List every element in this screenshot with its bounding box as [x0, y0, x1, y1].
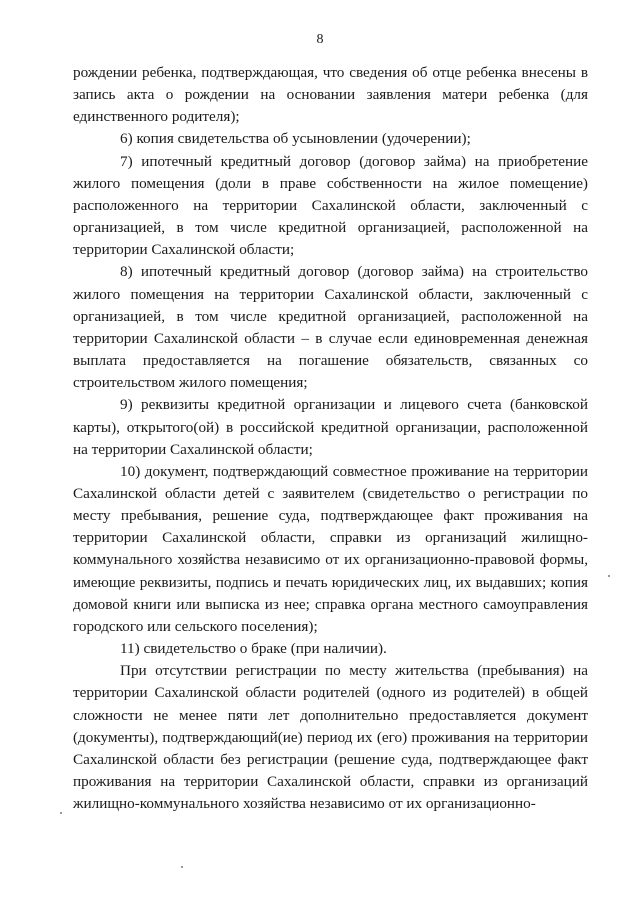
scan-speck — [608, 575, 610, 577]
paragraph-item-11: 11) свидетельство о браке (при наличии). — [120, 640, 387, 658]
document-body — [73, 62, 588, 815]
paragraph-item-7: 7) ипотечный кредитный договор (договор займа) на приобретение жилого помещения (доли в праве собственности на жилое помещение) расположенного на территории Сахалинской области, заключенный с организацией, в том числе кредитной организацией, расположенной на территории Сахалинской области; — [73, 152, 588, 259]
paragraph-continuation: рождении ребенка, подтверждающая, что сведения об отце ребенка внесены в запись акта о рождении на основании заявления матери ребенка (для единственного родителя); — [73, 64, 588, 126]
paragraph-item-6: 6) копия свидетельства об усыновлении (удочерении); — [120, 130, 471, 148]
paragraph-registration-note: При отсутствии регистрации по месту жительства (пребывания) на территории Сахалинской области родителей (одного из родителей) в общей сложности не менее пяти лет дополнительно предоставляется документ (документы), подтверждающий(ие) период их (его) проживания на территории Сахалинской области без регистрации (решение суда, подтверждающее факт проживания на территории Сахалинской области, справки из организаций жилищно-коммунального хозяйства независимо от их организационно- — [73, 662, 588, 813]
scan-speck — [60, 812, 62, 814]
page-number: 8 — [316, 32, 324, 47]
paragraph-item-9: 9) реквизиты кредитной организации и лицевого счета (банковской карты), открытого(ой) в российской кредитной организации, расположенной на территории Сахалинской области; — [73, 396, 588, 458]
paragraph-item-10: 10) документ, подтверждающий совместное проживание на территории Сахалинской области детей с заявителем (свидетельство о регистрации по месту пребывания, решение суда, подтверждающее факт проживания на территории Сахалинской области, справки из организаций жилищно-коммунального хозяйства независимо от их организационно-правовой формы, имеющие реквизиты, подпись и печать юридических лиц, их выдавших; копия домовой книги или выписка из нее; справка органа местного самоуправления городского или сельского поселения); — [73, 462, 588, 635]
paragraph-item-8: 8) ипотечный кредитный договор (договор займа) на строительство жилого помещения на территории Сахалинской области, заключенный с организацией, в том числе кредитной организацией, расположенной на территории Сахалинской области – в случае если единовременная денежная выплата предоставляется на погашение обязательств, связанных со строительством жилого помещения; — [73, 263, 588, 392]
scan-speck — [181, 866, 183, 868]
